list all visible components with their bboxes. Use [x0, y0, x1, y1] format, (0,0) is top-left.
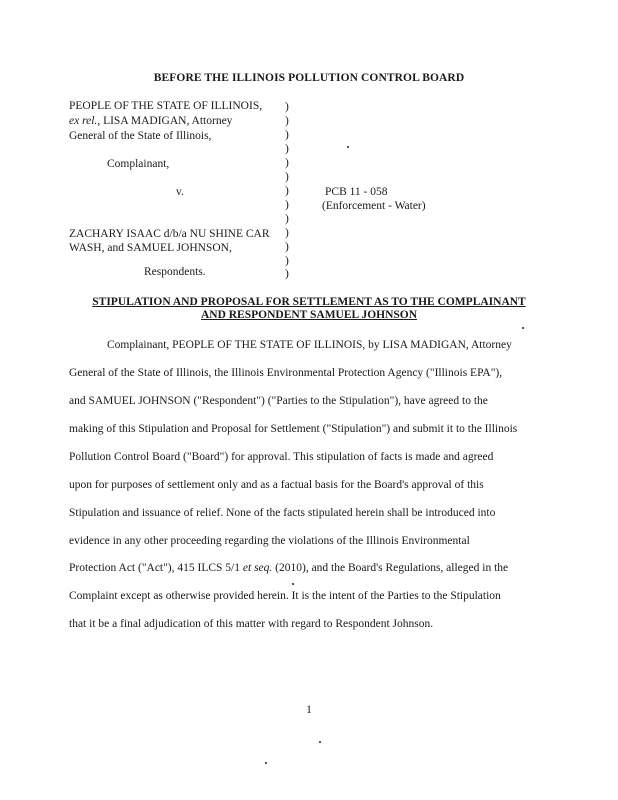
plaintiff-line-2: [69, 115, 232, 128]
body-line: Pollution Control Board ("Board") for approval. This stipulation of facts is made and agreed: [69, 451, 494, 463]
et-seq-italic: et seq.: [242, 562, 273, 574]
body-line-act: [69, 562, 508, 575]
act-text-before: Protection Act ("Act"), 415 ILCS 5/1: [69, 562, 243, 574]
defendant-line-2: WASH, and SAMUEL JOHNSON,: [69, 242, 232, 254]
complainant-label: Complainant,: [107, 158, 170, 170]
caption-paren: ): [285, 185, 289, 197]
caption-paren: ): [285, 255, 289, 267]
versus-label: v.: [176, 186, 184, 198]
body-line: Stipulation and issuance of relief. None of the facts stipulated herein shall be introduced into: [69, 507, 496, 519]
caption-paren: ): [285, 199, 289, 211]
ex-rel-italic: ex rel.: [69, 115, 98, 127]
caption-paren: ): [285, 157, 289, 169]
scan-speck: [292, 583, 294, 585]
body-line: upon for purposes of settlement only and as a factual basis for the Board's approval of this: [69, 479, 484, 491]
caption-paren: ): [285, 268, 289, 280]
plaintiff-line-2-text: , LISA MADIGAN, Attorney: [97, 115, 233, 127]
scan-speck: [522, 327, 524, 329]
scan-speck: [347, 146, 349, 148]
case-number: PCB 11 - 058: [325, 186, 388, 198]
act-text-after: (2010), and the Board's Regulations, alleged in the: [272, 562, 509, 574]
case-type: (Enforcement - Water): [322, 200, 426, 212]
body-line: General of the State of Illinois, the Illinois Environmental Protection Agency ("Illinois EPA"),: [69, 367, 503, 379]
body-line: evidence in any other proceeding regarding the violations of the Illinois Environmental: [69, 535, 470, 547]
court-heading: BEFORE THE ILLINOIS POLLUTION CONTROL BOARD: [153, 72, 465, 84]
caption-paren: ): [285, 213, 289, 225]
caption-paren: ): [285, 143, 289, 155]
caption-paren: ): [285, 101, 289, 113]
scan-speck: [265, 762, 267, 764]
caption-paren: ): [285, 227, 289, 239]
caption-paren: ): [285, 129, 289, 141]
body-line: making of this Stipulation and Proposal for Settlement ("Stipulation") and submit it to the Illinois: [69, 423, 518, 435]
respondents-label: Respondents.: [144, 266, 206, 278]
caption-paren: ): [285, 171, 289, 183]
body-line: that it be a final adjudication of this matter with regard to Respondent Johnson.: [69, 618, 434, 630]
plaintiff-line-1: PEOPLE OF THE STATE OF ILLINOIS,: [69, 100, 263, 112]
document-title-line-1: STIPULATION AND PROPOSAL FOR SETTLEMENT AS TO THE COMPLAINANT: [92, 296, 526, 308]
body-line: Complaint except as otherwise provided herein. It is the intent of the Parties to the Stipulation: [69, 590, 501, 602]
body-line: and SAMUEL JOHNSON ("Respondent") ("Parties to the Stipulation"), have agreed to the: [69, 395, 488, 407]
scan-speck: [319, 741, 321, 743]
caption-paren: ): [285, 241, 289, 253]
defendant-line-1: ZACHARY ISAAC d/b/a NU SHINE CAR: [69, 228, 270, 240]
page-number: 1: [306, 704, 312, 716]
caption-paren: ): [285, 115, 289, 127]
document-title-line-2: AND RESPONDENT SAMUEL JOHNSON: [200, 309, 418, 321]
body-line: Complainant, PEOPLE OF THE STATE OF ILLINOIS, by LISA MADIGAN, Attorney: [107, 339, 512, 351]
plaintiff-line-3: General of the State of Illinois,: [69, 130, 212, 142]
